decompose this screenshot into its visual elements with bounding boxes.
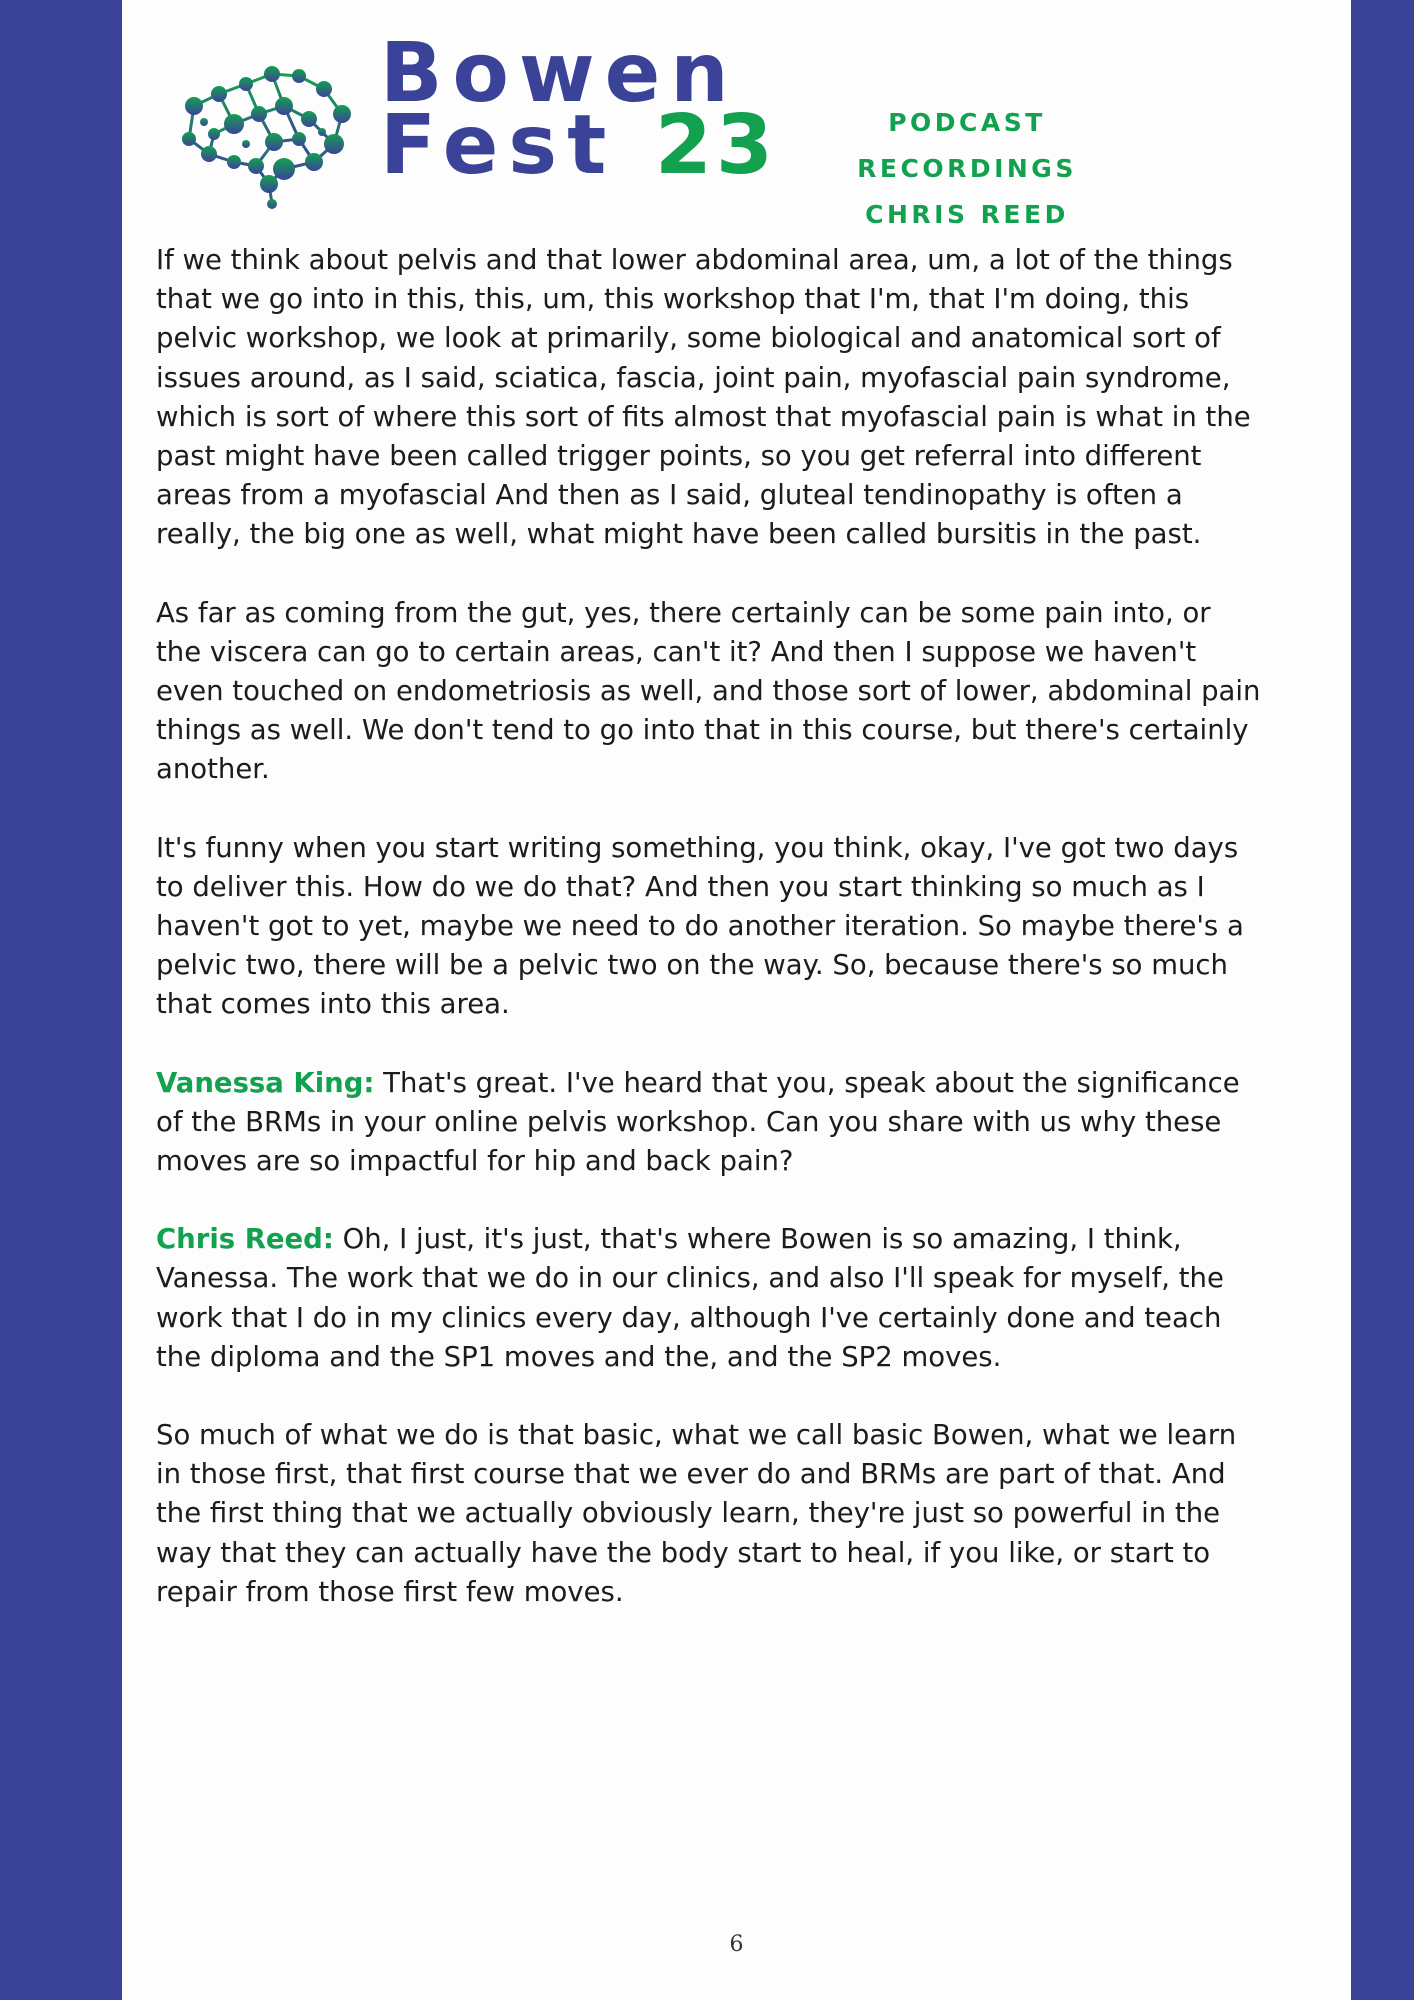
paragraph	[156, 241, 1262, 555]
paragraph	[156, 594, 1262, 790]
paragraph	[156, 1064, 1262, 1182]
paragraph-text: So much of what we do is that basic, what we call basic Bowen, what we learn in those first, that first course that we ever do and BRMs are part of that. And the first thing that we actually obviously learn, they're just so powerful in the way that they can actually have the body start to heal, if you like, or start to repair from those first few moves.	[156, 1419, 1237, 1608]
logo-year: 23	[654, 98, 777, 193]
header-line-1: PODCAST RECORDINGS	[857, 108, 1077, 183]
logo-wordmark	[380, 26, 777, 193]
paragraph-text: It's funny when you start writing something, you think, okay, I've got two days to deliver this. How do we do that? And then you start thinking so much as I haven't got to yet, maybe we need to do another iteration. So maybe there's a pelvic two, there will be a pelvic two on the way. So, because there's so much that comes into this area.	[156, 831, 1244, 1021]
speaker-name: Vanessa King:	[156, 1066, 375, 1099]
logo-word-fest: Fest	[380, 98, 617, 193]
logo-line-1: Bowen	[380, 26, 739, 121]
paragraph-text: If we think about pelvis and that lower abdominal area, um, a lot of the things that we go into in this, this, um, this workshop that I'm, that I'm doing, this pelvic workshop, we look at primarily, some biological and anatomical sort of issues around, as I said, sciatica, fascia, joint pain, myofascial pain syndrome, which is sort of where this sort of fits almost that myofascial pain is what in the past might have been called trigger points, so you get referral into different areas from a myofascial And then as I said, gluteal tendinopathy is often a really, the big one as well, what might have been called bursitis in the past.	[156, 244, 1251, 551]
paragraph-text: Oh, I just, it's just, that's where Bowen is so amazing, I think, Vanessa. The work that we do in our clinics, and also I'll speak for myself, the work that I do in my clinics every day, although I've certainly done and teach the diploma and the SP1 moves and the, and the SP2 moves.	[156, 1223, 1224, 1373]
speaker-name: Chris Reed:	[156, 1223, 334, 1256]
page-number: 6	[729, 1932, 744, 1957]
page-header	[122, 0, 1351, 229]
paragraph	[156, 829, 1262, 1025]
paragraph-text: As far as coming from the gut, yes, there certainly can be some pain into, or the viscera can go to certain areas, can't it? And then I suppose we haven't even touched on endometriosis as well, and those sort of lower, abdominal pain things as well. We don't tend to go into that in this course, but there's certainly another.	[156, 596, 1261, 786]
transcript-body	[156, 241, 1262, 1651]
brain-network-icon	[174, 44, 364, 212]
document-page	[122, 0, 1351, 2000]
logo-line-2	[380, 98, 777, 193]
paragraph-text: That's great. I've heard that you, speak about the significance of the BRMs in your online pelvis workshop. Can you share with us why these moves are so impactful for hip and back pain?	[156, 1066, 1240, 1178]
paragraph	[156, 1220, 1262, 1377]
header-line-2: CHRIS REED	[865, 200, 1069, 229]
paragraph	[156, 1416, 1262, 1612]
header-subtitle	[782, 100, 1152, 238]
